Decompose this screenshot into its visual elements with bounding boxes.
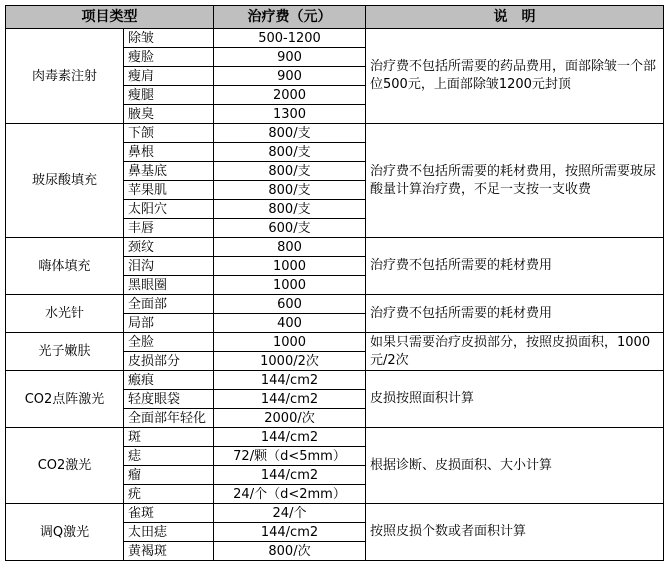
item-cell: 斑	[124, 428, 214, 447]
category-cell: 水光针	[6, 295, 124, 333]
fee-cell: 800/支	[214, 181, 366, 200]
item-cell: 瘤	[124, 466, 214, 485]
table-row	[6, 428, 664, 447]
item-cell: 除皱	[124, 29, 214, 48]
table-row	[6, 371, 664, 390]
item-cell: 泪沟	[124, 257, 214, 276]
item-cell: 太田痣	[124, 523, 214, 542]
note-cell: 如果只需要治疗皮损部分，按照皮损面积，1000元/2次	[366, 333, 664, 371]
fee-cell: 900	[214, 48, 366, 67]
item-cell: 瘦腿	[124, 86, 214, 105]
fee-table-container	[5, 5, 664, 561]
note-cell: 治疗费不包括所需要的耗材费用	[366, 295, 664, 333]
item-cell: 全面部	[124, 295, 214, 314]
fee-cell: 72/颗（d<5mm）	[214, 447, 366, 466]
fee-cell: 800/次	[214, 542, 366, 561]
item-cell: 瘦肩	[124, 67, 214, 86]
item-cell: 雀斑	[124, 504, 214, 523]
item-cell: 瘦脸	[124, 48, 214, 67]
item-cell: 腋臭	[124, 105, 214, 124]
item-cell: 轻度眼袋	[124, 390, 214, 409]
category-cell: CO2点阵激光	[6, 371, 124, 428]
fee-cell: 1000/2次	[214, 352, 366, 371]
note-cell: 治疗费不包括所需要的耗材费用	[366, 238, 664, 295]
fee-cell: 144/cm2	[214, 428, 366, 447]
fee-cell: 900	[214, 67, 366, 86]
item-cell: 颈纹	[124, 238, 214, 257]
fee-cell: 24/个（d<2mm）	[214, 485, 366, 504]
fee-cell: 1000	[214, 276, 366, 295]
header-note: 说 明	[366, 6, 664, 29]
item-cell: 鼻基底	[124, 162, 214, 181]
note-cell: 治疗费不包括所需要的耗材费用，按照所需要玻尿酸量计算治疗费，不足一支按一支收费	[366, 124, 664, 238]
table-row	[6, 124, 664, 143]
note-cell: 根据诊断、皮损面积、大小计算	[366, 428, 664, 504]
item-cell: 皮损部分	[124, 352, 214, 371]
fee-cell: 800/支	[214, 200, 366, 219]
fee-cell: 2000	[214, 86, 366, 105]
fee-cell: 144/cm2	[214, 371, 366, 390]
item-cell: 瘢痕	[124, 371, 214, 390]
category-cell: 肉毒素注射	[6, 29, 124, 124]
note-cell: 皮损按照面积计算	[366, 371, 664, 428]
item-cell: 下颌	[124, 124, 214, 143]
fee-cell: 500-1200	[214, 29, 366, 48]
header-row	[6, 6, 664, 29]
fee-cell: 2000/次	[214, 409, 366, 428]
category-cell: 光子嫩肤	[6, 333, 124, 371]
table-row	[6, 238, 664, 257]
note-cell: 治疗费不包括所需要的药品费用，面部除皱一个部位500元，上面部除皱1200元封顶	[366, 29, 664, 124]
fee-cell: 800/支	[214, 143, 366, 162]
fee-cell: 144/cm2	[214, 466, 366, 485]
item-cell: 疣	[124, 485, 214, 504]
fee-cell: 400	[214, 314, 366, 333]
fee-cell: 1300	[214, 105, 366, 124]
category-cell: 调Q激光	[6, 504, 124, 561]
header-fee: 治疗费（元）	[214, 6, 366, 29]
table-row	[6, 504, 664, 523]
item-cell: 痣	[124, 447, 214, 466]
fee-table	[5, 5, 664, 561]
category-cell: 玻尿酸填充	[6, 124, 124, 238]
note-cell: 按照皮损个数或者面积计算	[366, 504, 664, 561]
fee-cell: 800/支	[214, 162, 366, 181]
fee-cell: 800/支	[214, 124, 366, 143]
fee-cell: 24/个	[214, 504, 366, 523]
fee-cell: 800	[214, 238, 366, 257]
item-cell: 黄褐斑	[124, 542, 214, 561]
fee-cell: 600	[214, 295, 366, 314]
item-cell: 全脸	[124, 333, 214, 352]
table-body	[6, 29, 664, 561]
table-row	[6, 333, 664, 352]
fee-cell: 600/支	[214, 219, 366, 238]
category-cell: 嗨体填充	[6, 238, 124, 295]
fee-cell: 1000	[214, 257, 366, 276]
fee-cell: 144/cm2	[214, 390, 366, 409]
table-row	[6, 29, 664, 48]
item-cell: 局部	[124, 314, 214, 333]
item-cell: 全面部年轻化	[124, 409, 214, 428]
item-cell: 黑眼圈	[124, 276, 214, 295]
item-cell: 鼻根	[124, 143, 214, 162]
item-cell: 太阳穴	[124, 200, 214, 219]
item-cell: 苹果肌	[124, 181, 214, 200]
item-cell: 丰唇	[124, 219, 214, 238]
fee-cell: 1000	[214, 333, 366, 352]
header-type: 项目类型	[6, 6, 214, 29]
category-cell: CO2激光	[6, 428, 124, 504]
table-row	[6, 295, 664, 314]
fee-cell: 144/cm2	[214, 523, 366, 542]
